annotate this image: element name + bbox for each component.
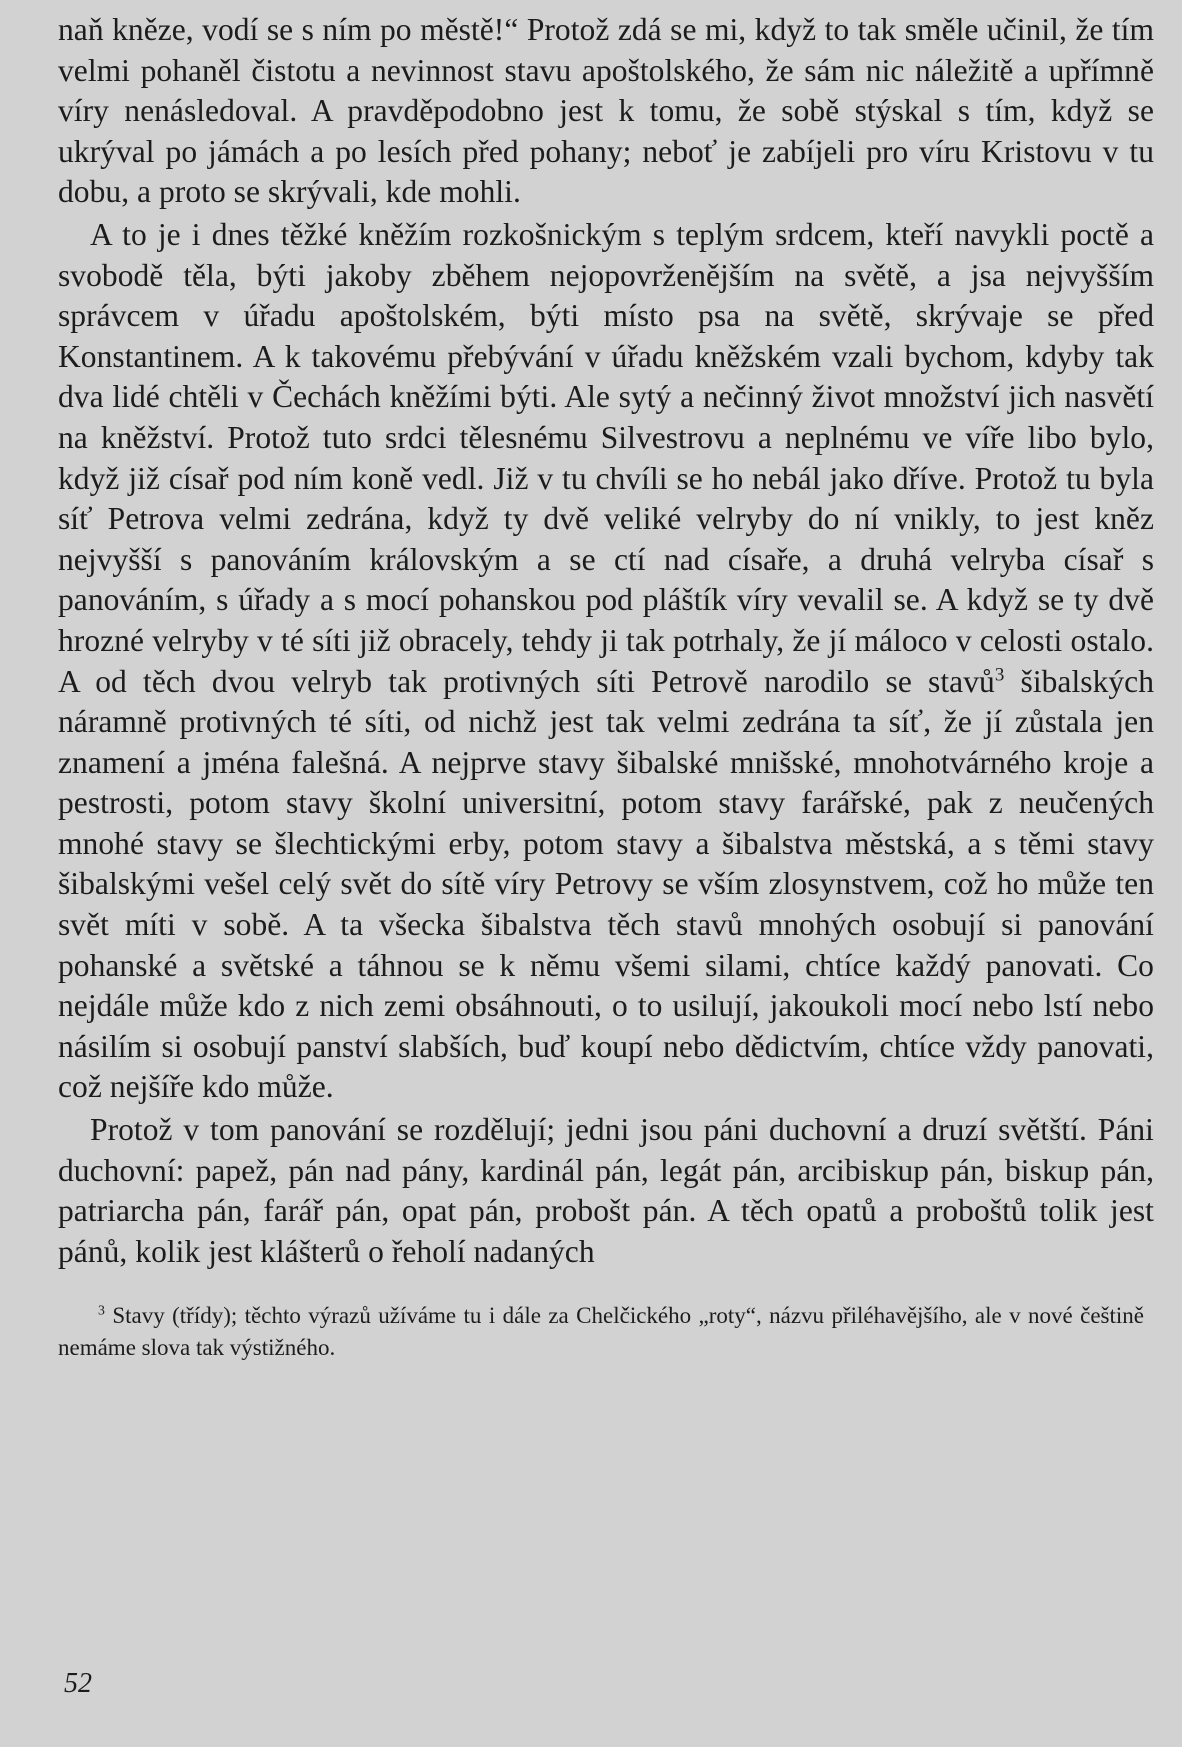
- footnote-reference: 3: [994, 664, 1005, 685]
- body-text: [58, 10, 1154, 1272]
- footnote-marker: 3: [98, 1302, 105, 1318]
- paragraph-3: Protož v tom panování se rozdělují; jedni jsou páni duchovní a druzí světští. Páni duchovní: papež, pán nad pány, kardinál pán, legát pán, arcibiskup pán, biskup pán, patriarcha pán, farář pán, opat pán, probošt pán. A těch opatů a proboštů tolik jest pánů, kolik jest klášterů o řeholí nadaných: [58, 1112, 1154, 1269]
- paragraph-2-text: A to je i dnes těžké kněžím rozkošnickým s teplým srdcem, kteří navykli poctě a svobodě těla, býti jakoby zběhem nejopovrženějším na světě, a jsa nejvyšším správcem v úřadu apoštolském, býti místo psa na světě, skrývaje se před Konstantinem. A k takovému přebývání v úřadu kněžském vzali bychom, kdyby tak dva lidé chtěli v Čechách kněžími býti. Ale sytý a nečinný život množství jich nasvětí na kněžství. Protož tuto srdci tělesnému Silvestrovu a neplnému ve víře libo bylo, když již císař pod ním koně vedl. Již v tu chvíli se ho nebál jako dříve. Protož tu byla síť Petrova velmi zedrána, když ty dvě veliké velryby do ní vnikly, to jest kněz nejvyšší s panováním královským a se ctí nad císaře, a druhá velryba císař s panováním, s úřady a s mocí pohanskou pod pláštík víry vevalil se. A když se ty dvě hrozné velryby v té síti již obracely, tehdy ji tak potrhaly, že jí máloco v celosti ostalo. A od těch dvou velryb tak protivných síti Petrově narodilo se stavů: [58, 216, 1154, 699]
- footnote-line: [58, 1300, 1144, 1364]
- footnote-text: Stavy (třídy); těchto výrazů užíváme tu i dále za Chelčického „roty“, názvu přiléhavějšího, ale v nové češtině nemáme slova tak výstižného.: [58, 1303, 1144, 1361]
- page-number: 52: [64, 1668, 92, 1699]
- footnote: [58, 1300, 1154, 1364]
- paragraph-2: [58, 215, 1154, 1108]
- paragraph-1: naň kněze, vodí se s ním po městě!“ Protož zdá se mi, když to tak směle učinil, že tím velmi pohaněl čistotu a nevinnost stavu apoštolského, že sám nic náležitě a upřímně víry nenásledoval. A pravděpodobno jest k tomu, že sobě stýskal s tím, když se ukrýval po jámách a po lesích před pohany; neboť je zabíjeli pro víru Kristovu v tu dobu, a proto se skrývali, kde mohli.: [58, 12, 1154, 210]
- paragraph-2-continuation: šibalských náramně protivných té síti, od nichž jest tak velmi zedrána ta síť, že jí zůstala jen znamení a jména falešná. A nejprve stavy šibalské mnišské, mnohotvárného kroje a pestrosti, potom stavy školní universitní, potom stavy farářské, pak z neučených mnohé stavy se šlechtickými erby, potom stavy a šibalstva městská, a s těmi stavy šibalskými vešel celý svět do sítě víry Petrovy se vším zlosynstvem, což ho může ten svět míti v sobě. A ta všecka šibalstva těch stavů mnohých osobují si panování pohanské a světské a táhnou se k němu všemi silami, chtíce každý panovati. Co nejdále může kdo z nich zemi obsáhnouti, o to usilují, jakoukoli mocí nebo lstí nebo násilím si osobují panství slabších, buď koupí nebo dědictvím, chtíce vždy panovati, což nejšíře kdo může.: [58, 663, 1154, 1105]
